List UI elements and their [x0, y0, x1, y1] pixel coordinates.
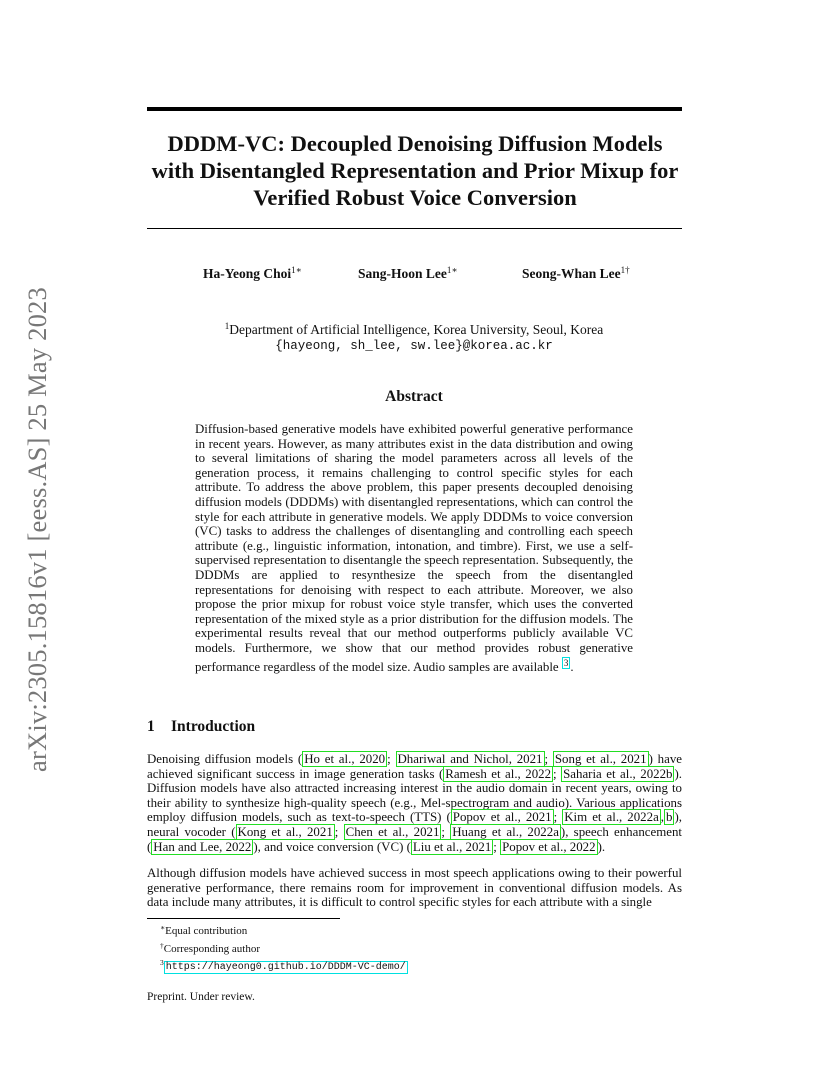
title-bottom-rule	[147, 228, 682, 229]
citation-link[interactable]: Saharia et al., 2022b	[563, 766, 673, 781]
author	[203, 265, 302, 282]
abstract-text: Diffusion-based generative models have exhibited powerful generative performance in recent years. However, as many attributes exist in the data distribution and owing to several limitations of sharing the model parameters across all levels of the generation process, it remains challenging to control specific styles for each attribute. To address the above problem, this paper presents decoupled denoising diffusion models (DDDMs) with disentangled representations, which can control the style for each attribute in generative models. We apply DDDMs to voice conversion (VC) tasks to address the challenges of disentangling and controlling each speech attribute (e.g., linguistic information, intonation, and timbre). First, we use a self-supervised representation to disentangle the speech representation. Subsequently, the DDDMs are applied to resynthesize the speech from the disentangled representations for denoising with respect to each attribute. Moreover, we also propose the prior mixup for robust voice style transfer, which uses the converted representation of the mixed style as a prior distribution for the diffusion models. The experimental results reveal that our method outperforms publicly available VC models. Furthermore, we show that our method provides robust generative performance regardless of the model size. Audio samples are available	[195, 422, 633, 674]
paragraph-text: ), speech enhancement (	[147, 824, 683, 854]
paragraph: Although diffusion models have achieved success in most speech applications owing to their powerful generative performance, there remains room for improvement in conventional diffusion models. As data include many attributes, it is difficult to control specific styles for each attribute with a single	[147, 866, 682, 910]
citation-link[interactable]: Ramesh et al., 2022	[445, 766, 552, 781]
paragraph-text: ;	[441, 824, 451, 839]
preprint-note: Preprint. Under review.	[147, 991, 255, 1003]
affiliation-text: Department of Artificial Intelligence, Korea University, Seoul, Korea	[229, 322, 604, 337]
citation-link[interactable]: Chen et al., 2021	[345, 824, 440, 839]
paragraph-text: ;	[544, 752, 553, 766]
citation-link[interactable]: b	[666, 810, 673, 825]
paragraph-text: ). Diffusion models have also attracted increasing interest in the audio domain in recent years, owing to their ability to synthesize high-quality speech (e.g., Mel-spectrogram and audio). Various applications employ diffusion models, such as text-to-speech (TTS) (	[147, 766, 682, 825]
abstract-end: .	[570, 659, 574, 674]
citation-link[interactable]: Liu et al., 2021	[412, 839, 492, 854]
title-top-rule	[147, 107, 682, 111]
footnote-mark: ∗	[160, 923, 166, 932]
author-name: Seong-Whan Lee	[522, 266, 621, 281]
author-marks: 1∗	[446, 265, 458, 275]
paper-title	[120, 130, 710, 211]
citation-link[interactable]: Kim et al., 2022a	[564, 810, 659, 825]
title-line: with Disentangled Representation and Prior Mixup for	[151, 158, 679, 183]
paragraph-text: ), and voice conversion (VC) (	[253, 839, 411, 854]
footnote-text: Equal contribution	[165, 925, 248, 937]
citation-link[interactable]: Popov et al., 2021	[452, 810, 552, 825]
citation-link[interactable]: Popov et al., 2022	[502, 839, 596, 854]
arxiv-identifier: arXiv:2305.15816v1 [eess.AS] 25 May 2023	[22, 287, 52, 772]
paragraph-text: ;	[387, 752, 396, 766]
footnote-link[interactable]: 3	[563, 657, 569, 668]
author	[358, 265, 458, 282]
footnote-mark: 3	[160, 958, 164, 967]
citation-link[interactable]: Ho et al., 2020	[304, 752, 386, 766]
citation-link[interactable]: Song et al., 2021	[554, 752, 647, 766]
citation-link[interactable]: Kong et al., 2021	[237, 824, 333, 839]
footnote	[160, 939, 408, 957]
author-name: Sang-Hoon Lee	[358, 266, 447, 281]
paragraph-text: ;	[334, 824, 344, 839]
footnote	[160, 956, 408, 976]
footnote-rule	[147, 918, 340, 919]
abstract-heading: Abstract	[385, 388, 443, 405]
paragraph-text: ), neural vocoder (	[147, 810, 682, 839]
footnote-text: Corresponding author	[163, 942, 260, 955]
footnote-mark: †	[160, 940, 164, 950]
demo-url-link[interactable]: https://hayeong0.github.io/DDDM-VC-demo/	[165, 962, 406, 973]
paragraph	[147, 752, 682, 854]
section-title: Introduction	[171, 718, 256, 735]
section-number: 1	[147, 718, 155, 735]
intro-paragraph-1	[147, 752, 682, 854]
footnote	[160, 921, 408, 939]
footnotes	[160, 921, 408, 976]
affiliation	[0, 318, 828, 354]
paragraph-text: ) have achieved significant success in image generation tasks (	[147, 752, 682, 781]
author-emails: {hayeong, sh_lee, sw.lee}@korea.ac.kr	[275, 339, 553, 353]
paragraph-text: Denoising diffusion models (	[147, 752, 303, 766]
citation-link[interactable]: Dhariwal and Nichol, 2021	[397, 752, 543, 766]
author-marks: 1†	[620, 265, 630, 275]
paragraph-text: ,	[660, 810, 665, 825]
title-line: DDDM-VC: Decoupled Denoising Diffusion Models	[167, 131, 663, 156]
author-name: Ha-Yeong Choi	[203, 266, 292, 281]
author-marks: 1∗	[291, 265, 302, 275]
abstract-body	[195, 422, 633, 674]
paragraph-text: ;	[493, 839, 501, 854]
affiliation-mark: 1	[224, 321, 230, 331]
citation-link[interactable]: Huang et al., 2022a	[452, 824, 559, 839]
citation-link[interactable]: Han and Lee, 2022	[153, 839, 252, 854]
section-heading	[147, 718, 255, 736]
title-line: Verified Robust Voice Conversion	[253, 185, 577, 210]
paragraph-text: ;	[553, 766, 562, 781]
paragraph-text: ).	[597, 839, 606, 854]
author	[522, 265, 630, 282]
paragraph-text: ;	[553, 810, 563, 825]
intro-paragraph-2	[147, 866, 682, 910]
